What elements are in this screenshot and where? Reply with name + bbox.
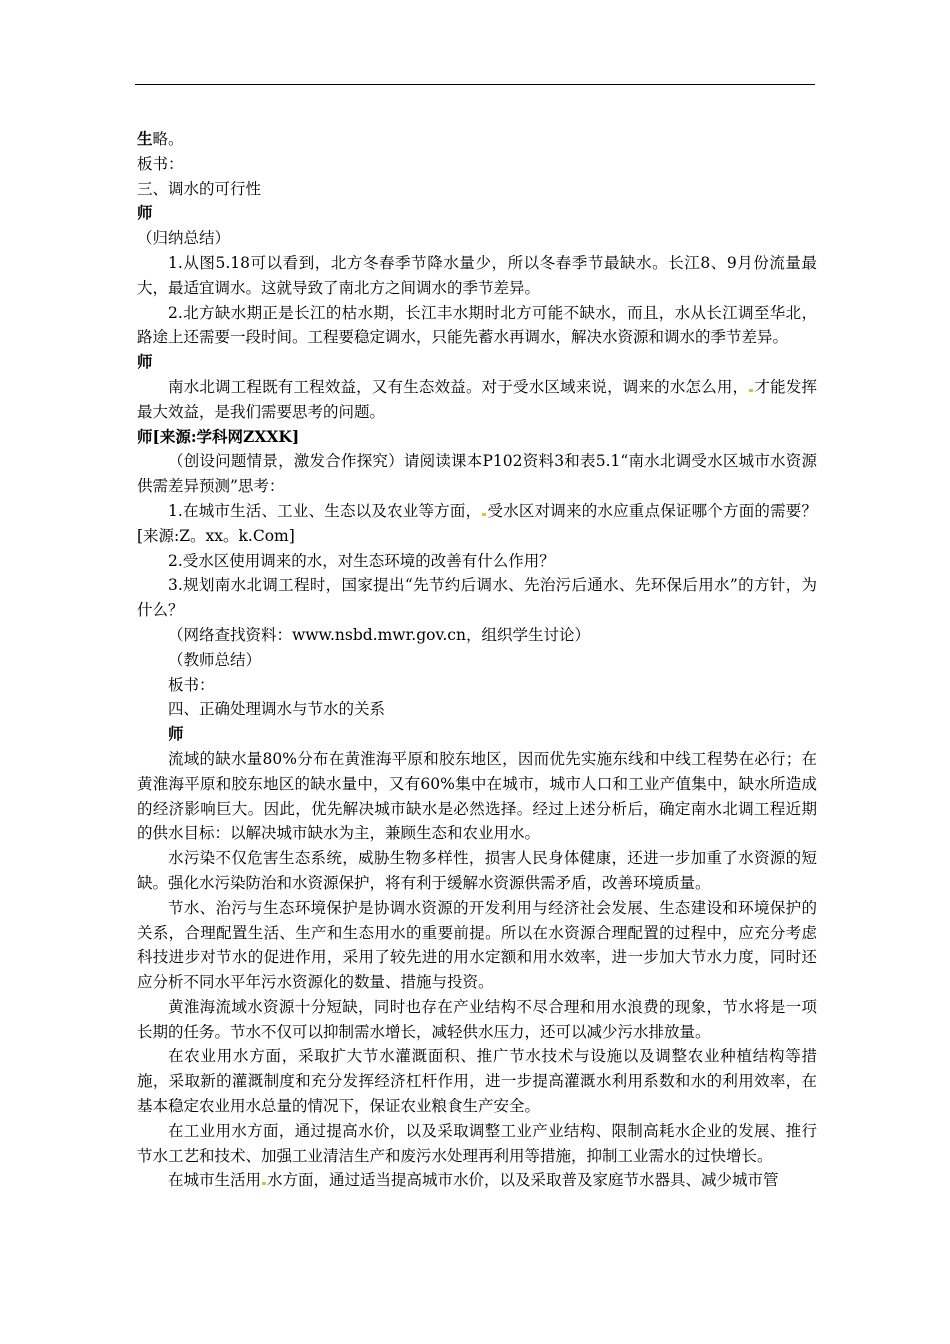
text-line [137,127,817,152]
paragraph [137,1168,817,1193]
paragraph: 2.受水区使用调来的水，对生态环境的改善有什么作用？ [168,551,555,570]
section-heading: 三、调水的可行性 [137,179,262,198]
stage-note: （归纳总结） [137,229,231,248]
paragraph: （创设问题情景，激发合作探究）请阅读课本P102资料3和表5.1“南水北调受水区城市水资源供需差异预测”思考： [137,452,817,496]
text-span: 略。 [152,130,184,148]
paragraph: 黄淮海流域水资源十分短缺，同时也存在产业结构不尽合理和用水浪费的现象，节水将是一项长期的任务。节水不仅可以抑制需水增长，减轻供水压力，还可以减少污水排放量。 [137,997,817,1041]
paragraph: 2.北方缺水期正是长江的枯水期，长江丰水期时北方可能不缺水，而且，水从长江调至华北，路途上还需要一段时间。工程要稳定调水，只能先蓄水再调水，解决水资源和调水的季节差异。 [137,303,817,347]
text-span: 受水区对调来的水应重点保证哪个方面的需要？[来源:Z。xx。k.Com] [137,501,817,545]
text-span: 水方面，通过适当提高城市水价，以及采取普及家庭节水器具、减少城市管 [267,1171,779,1190]
board-label: 板书： [168,675,215,694]
speaker-label: 师 [168,724,184,744]
text-span: 南水北调工程既有工程效益，又有生态效益。对于受水区域来说，调来的水怎么用， [168,377,749,396]
text-span: 在城市生活用 [168,1171,262,1190]
paragraph: 水污染不仅危害生态系统，威胁生物多样性，损害人民身体健康，还进一步加重了水资源的短缺。强化水污染防治和水资源保护，将有利于缓解水资源供需矛盾，改善环境质量。 [137,849,817,892]
stage-note: （教师总结） [168,650,262,669]
paragraph: 在农业用水方面，采取扩大节水灌溉面积、推广节水技术与设施以及调整农业种植结构等措施，采取新的灌溉制度和充分发挥经济杠杆作用，进一步提高灌溉水利用系数和水的利用效率，在基本稳定农业用水总量的情况下，保证农业粮食生产安全。 [137,1047,817,1116]
highlight-mark [749,389,753,392]
paragraph: 在工业用水方面，通过提高水价，以及采取调整工业产业结构、限制高耗水企业的发展、推行节水工艺和技术、加强工业清洁生产和废污水处理再利用等措施，抑制工业需水的过快增长。 [137,1121,817,1165]
speaker-label: 生 [137,129,153,148]
paragraph: 流域的缺水量80%分布在黄淮海平原和胶东地区，因而优先实施东线和中线工程势在必行；在黄淮海平原和胶东地区的缺水量中，又有60%集中在城市，城市人口和工业产值集中，缺水所造成的经济影响巨大。因此，优先解决城市缺水是必然选择。经过上述分析后，确定南水北调工程近期的供水目标：以解决城市缺水为主，兼顾生态和农业用水。 [137,749,817,843]
speaker-label: 师 [137,203,153,223]
header-rule [135,84,815,85]
board-label: 板书： [137,154,184,173]
paragraph [137,375,817,425]
text-span: 1.在城市生活、工业、生态以及农业等方面， [168,501,482,520]
text-span: 才能发挥最大效益，是我们需要思考的问题。 [137,377,817,421]
speaker-label: 师 [137,352,153,372]
paragraph: 3.规划南水北调工程时，国家提出“先节约后调水、先治污后通水、先环保后用水”的方针，为什么？ [137,576,817,620]
speaker-label: 师[来源:学科网ZXXK] [137,426,300,446]
section-heading: 四、正确处理调水与节水的关系 [168,700,386,719]
stage-note: （网络查找资料：www.nsbd.mwr.gov.cn，组织学生讨论） [168,625,590,644]
paragraph: 节水、治污与生态环境保护是协调水资源的开发利用与经济社会发展、生态建设和环境保护的关系，合理配置生活、生产和生态用水的重要前提。所以在水资源合理配置的过程中，应充分考虑科技进步对节水的促进作用，采用了较先进的用水定额和用水效率，进一步加大节水力度，同时还应分析不同水平年污水资源化的数量、措施与投资。 [137,898,817,992]
paragraph: 1.从图5.18可以看到，北方冬春季节降水量少，所以冬春季节最缺水。长江8、9月份流量最大，最适宜调水。这就导致了南北方之间调水的季节差异。 [137,253,817,297]
highlight-mark [262,1182,266,1185]
highlight-mark [482,513,486,516]
paragraph [137,499,817,549]
document-body [137,127,817,1193]
